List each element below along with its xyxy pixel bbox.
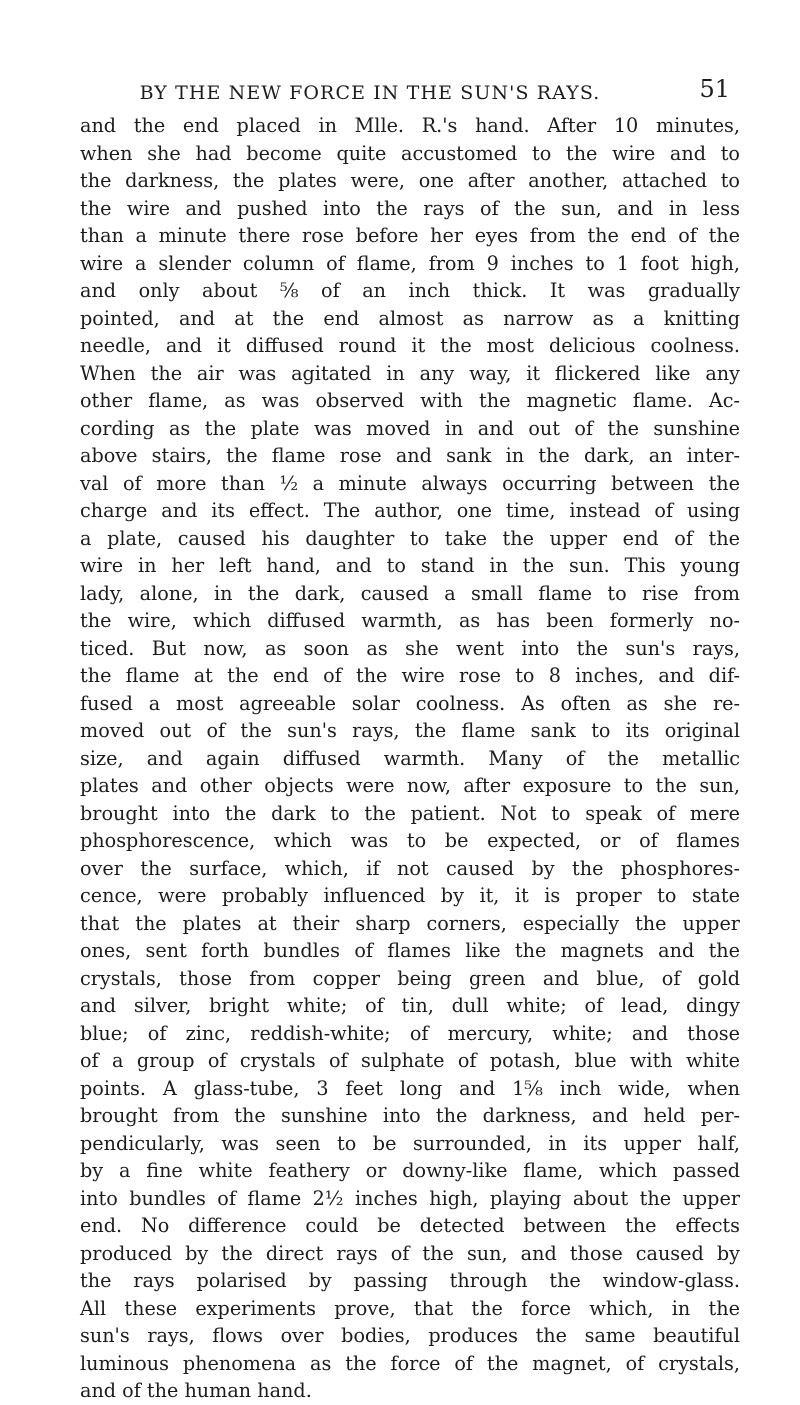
- text-line: into bundles of flame 2½ inches high, playing about the upper: [80, 1186, 740, 1210]
- text-line: needle, and it diffused round it the most delicious coolness.: [80, 334, 740, 357]
- text-line: of a group of crystals of sulphate of potash, blue with white: [80, 1049, 740, 1072]
- text-line: the wire, which diffused warmth, as has been formerly no-: [80, 609, 740, 632]
- text-line: the darkness, the plates were, one after another, attached to: [80, 169, 740, 192]
- text-line: phosphorescence, which was to be expected, or of flames: [80, 829, 740, 852]
- text-line: brought from the sunshine into the darkness, and held per-: [80, 1104, 740, 1127]
- text-line: ticed. But now, as soon as she went into the sun's rays,: [80, 636, 740, 660]
- text-line: the wire and pushed into the rays of the sun, and in less: [80, 196, 740, 220]
- text-line: brought into the dark to the patient. Not to speak of mere: [80, 801, 740, 825]
- text-line: the rays polarised by passing through the window-glass.: [80, 1269, 740, 1292]
- text-line: and of the human hand.: [80, 1379, 312, 1402]
- text-line: charge and its effect. The author, one time, instead of using: [80, 499, 740, 522]
- text-line: size, and again diffused warmth. Many of the metallic: [80, 746, 740, 770]
- text-line: When the air was agitated in any way, it flickered like any: [80, 361, 740, 385]
- text-line: and silver, bright white; of tin, dull white; of lead, dingy: [80, 994, 740, 1017]
- text-line: over the surface, which, if not caused by the phosphores-: [80, 856, 740, 880]
- text-line: ones, sent forth bundles of flames like the magnets and the: [80, 939, 740, 962]
- text-line: lady, alone, in the dark, caused a small flame to rise from: [80, 581, 740, 605]
- text-line: moved out of the sun's rays, the flame sank to its original: [80, 719, 740, 742]
- running-head: [70, 70, 730, 106]
- text-line: pendicularly, was seen to be surrounded, in its upper half,: [80, 1131, 740, 1155]
- text-line: plates and other objects were now, after exposure to the sun,: [80, 774, 740, 797]
- text-line: and the end placed in Mlle. R.'s hand. After 10 minutes,: [80, 114, 740, 137]
- text-line: that the plates at their sharp corners, especially the upper: [80, 911, 740, 935]
- text-line: than a minute there rose before her eyes from the end of the: [80, 224, 740, 247]
- text-line: wire in her left hand, and to stand in the sun. This young: [80, 554, 740, 577]
- text-line: val of more than ½ a minute always occurring between the: [80, 471, 740, 495]
- text-line: points. A glass-tube, 3 feet long and 1⅝ inch wide, when: [80, 1076, 740, 1100]
- text-line: a plate, caused his daughter to take the upper end of the: [80, 526, 740, 550]
- text-line: sun's rays, flows over bodies, produces the same beautiful: [80, 1324, 740, 1347]
- text-line: the flame at the end of the wire rose to 8 inches, and dif-: [80, 664, 740, 687]
- text-line: pointed, and at the end almost as narrow as a knitting: [80, 306, 740, 330]
- body-text: [80, 112, 740, 1405]
- page-number: 51: [699, 75, 730, 103]
- text-line: crystals, those from copper being green and blue, of gold: [80, 966, 740, 990]
- text-line: cording as the plate was moved in and out of the sunshine: [80, 416, 740, 440]
- text-line: by a fine white feathery or downy-like flame, which passed: [80, 1159, 740, 1182]
- text-line: end. No difference could be detected between the effects: [80, 1214, 740, 1237]
- text-line: when she had become quite accustomed to the wire and to: [80, 141, 740, 165]
- running-title: BY THE NEW FORCE IN THE SUN'S RAYS.: [139, 82, 601, 104]
- text-line: other flame, as was observed with the magnetic flame. Ac-: [80, 389, 740, 412]
- text-line: luminous phenomena as the force of the magnet, of crystals,: [80, 1351, 740, 1375]
- text-line: produced by the direct rays of the sun, and those caused by: [80, 1241, 740, 1265]
- text-line: above stairs, the flame rose and sank in the dark, an inter-: [80, 444, 740, 467]
- text-line: and only about ⅝ of an inch thick. It was gradually: [80, 279, 740, 302]
- text-line: fused a most agreeable solar coolness. As often as she re-: [80, 691, 740, 715]
- text-line: blue; of zinc, reddish-white; of mercury, white; and those: [80, 1021, 740, 1045]
- text-line: wire a slender column of flame, from 9 inches to 1 foot high,: [80, 251, 740, 275]
- text-line: cence, were probably influenced by it, it is proper to state: [80, 884, 740, 907]
- text-line: All these experiments prove, that the force which, in the: [80, 1296, 740, 1320]
